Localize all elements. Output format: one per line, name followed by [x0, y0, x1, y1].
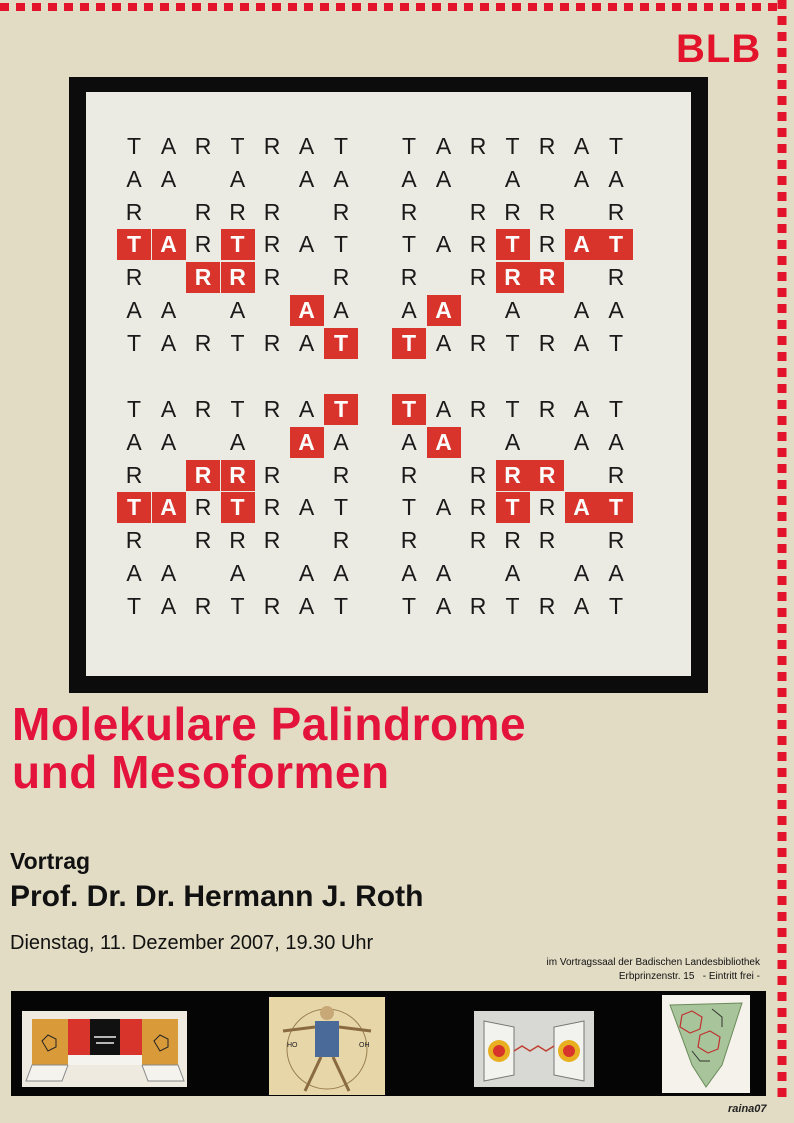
grid-letter: T — [333, 133, 349, 159]
grid-letter: R — [538, 329, 556, 356]
leaf-molecule-image — [662, 995, 750, 1093]
grid-letter: T — [505, 592, 520, 619]
grid-letter: R — [469, 592, 487, 619]
speaker-name: Prof. Dr. Dr. Hermann J. Roth — [10, 880, 424, 913]
mirror-panels-image — [474, 1011, 594, 1087]
grid-letter: A — [565, 492, 599, 523]
grid-letter: R — [538, 198, 556, 225]
grid-letter: A — [435, 494, 452, 521]
grid-letter: R — [263, 396, 281, 422]
grid-letter: R — [194, 198, 212, 225]
grid-letter: R — [332, 198, 350, 225]
grid-letter: A — [573, 560, 590, 586]
grid-letter: R — [607, 198, 625, 225]
grid-letter: A — [298, 133, 315, 159]
svg-text:HO: HO — [287, 1042, 298, 1049]
grid-letter: A — [435, 165, 452, 192]
grid-letter: A — [160, 428, 177, 455]
grid-letter: T — [505, 133, 520, 159]
grid-letter: T — [117, 229, 151, 260]
grid-letter: R — [332, 264, 350, 291]
vitruvian-figure-image — [269, 997, 385, 1095]
grid-letter: A — [160, 297, 177, 323]
grid-letter: T — [126, 329, 142, 356]
grid-letter: A — [401, 165, 417, 192]
grid-letter: R — [186, 460, 220, 491]
grid-letter: T — [505, 329, 520, 356]
grid-letter: A — [608, 297, 624, 323]
grid-letter: T — [333, 592, 349, 619]
grid-letter: R — [194, 231, 212, 258]
grid-letter: R — [194, 494, 212, 521]
grid-letter: R — [194, 592, 212, 619]
grid-letter: T — [608, 329, 624, 356]
grid-letter: R — [607, 264, 625, 291]
poster-title — [12, 700, 772, 796]
grid-letter: T — [401, 592, 417, 619]
grid-letter: A — [608, 165, 624, 192]
grid-letter: A — [229, 165, 246, 192]
grid-letter: A — [573, 428, 590, 455]
grid-letter: R — [332, 461, 350, 488]
grid-letter: R — [229, 198, 246, 225]
grid-letter: R — [263, 494, 281, 521]
grid-letter: R — [469, 133, 487, 159]
grid-letter: A — [435, 560, 452, 586]
grid-letter: A — [504, 428, 521, 455]
grid-letter: T — [608, 396, 624, 422]
grid-letter: A — [160, 396, 177, 422]
grid-letter: R — [504, 198, 521, 225]
grid-letter: R — [400, 527, 418, 554]
grid-letter: A — [565, 229, 599, 260]
grid-letter: R — [263, 264, 281, 291]
grid-letter: T — [392, 394, 426, 425]
grid-letter: A — [333, 165, 349, 192]
grid-letter: A — [160, 560, 177, 586]
grid-letter: A — [298, 560, 315, 586]
grid-letter: R — [125, 198, 143, 225]
grid-letter: A — [435, 396, 452, 422]
grid-letter: T — [496, 492, 530, 523]
grid-letter: T — [126, 592, 142, 619]
svg-text:OH: OH — [359, 1042, 370, 1049]
grid-letter: T — [401, 133, 417, 159]
grid-letter: R — [263, 198, 281, 225]
grid-letter: A — [160, 592, 177, 619]
grid-letter: R — [504, 527, 521, 554]
grid-letter: A — [427, 427, 461, 458]
grid-letter: A — [298, 396, 315, 422]
grid-letter: A — [126, 297, 142, 323]
grid-letter: R — [538, 592, 556, 619]
grid-letter: R — [194, 527, 212, 554]
molecule-mirror-image — [22, 1011, 187, 1087]
grid-letter: A — [435, 133, 452, 159]
grid-letter: A — [298, 592, 315, 619]
grid-letter: R — [469, 264, 487, 291]
grid-letter: R — [229, 527, 246, 554]
grid-letter: T — [599, 492, 633, 523]
grid-letter: A — [435, 231, 452, 258]
grid-letter: R — [530, 262, 564, 293]
grid-letter: A — [152, 492, 186, 523]
grid-letter: A — [573, 396, 590, 422]
grid-letter: R — [125, 264, 143, 291]
grid-letter: A — [401, 297, 417, 323]
grid-letter: A — [333, 560, 349, 586]
grid-letter: A — [401, 560, 417, 586]
grid-letter: T — [505, 396, 520, 422]
grid-letter: A — [401, 428, 417, 455]
venue-info — [547, 956, 760, 984]
grid-letter: R — [125, 461, 143, 488]
grid-letter: A — [333, 297, 349, 323]
grid-letter: R — [263, 592, 281, 619]
grid-letter: R — [530, 460, 564, 491]
grid-letter: R — [469, 198, 487, 225]
grid-letter: A — [435, 329, 452, 356]
grid-letter: R — [400, 264, 418, 291]
grid-letter: T — [333, 231, 349, 258]
grid-letter: T — [117, 492, 151, 523]
grid-letter: R — [400, 461, 418, 488]
grid-letter: A — [160, 165, 177, 192]
grid-letter: R — [263, 231, 281, 258]
grid-letter: T — [496, 229, 530, 260]
title-line-1: Molekulare Palindrome — [12, 698, 527, 750]
grid-letter: A — [160, 329, 177, 356]
grid-letter: T — [126, 133, 142, 159]
grid-letter: T — [324, 328, 358, 359]
grid-letter: A — [152, 229, 186, 260]
blb-logo: BLB — [676, 27, 762, 71]
grid-letter: A — [126, 560, 142, 586]
grid-letter: A — [229, 297, 246, 323]
grid-letter: R — [194, 396, 212, 422]
grid-letter: T — [401, 494, 417, 521]
grid-letter: R — [469, 527, 487, 554]
grid-letter: R — [194, 133, 212, 159]
grid-letter: A — [573, 297, 590, 323]
grid-letter: R — [194, 329, 212, 356]
grid-letter: T — [230, 592, 245, 619]
grid-letter: R — [469, 494, 487, 521]
grid-letter: R — [538, 231, 556, 258]
grid-letter: A — [573, 133, 590, 159]
grid-letter: T — [599, 229, 633, 260]
grid-letter: R — [607, 461, 625, 488]
grid-letter: A — [573, 329, 590, 356]
grid-letter: A — [298, 329, 315, 356]
grid-letter: R — [469, 396, 487, 422]
grid-letter: A — [504, 165, 521, 192]
dashed-border-top — [0, 0, 794, 14]
grid-letter: R — [263, 133, 281, 159]
grid-letter: T — [392, 328, 426, 359]
grid-letter: T — [608, 592, 624, 619]
venue-line-1: im Vortragssaal der Badischen Landesbibliothek — [546, 957, 760, 968]
grid-letter: T — [126, 396, 142, 422]
palindrome-puzzle — [86, 92, 691, 676]
grid-letter: R — [263, 461, 281, 488]
grid-letter: R — [221, 262, 255, 293]
grid-letter: T — [221, 492, 255, 523]
grid-letter: A — [298, 494, 315, 521]
grid-letter: A — [435, 592, 452, 619]
grid-letter: A — [298, 231, 315, 258]
grid-letter: A — [298, 165, 315, 192]
grid-letter: R — [538, 527, 556, 554]
grid-letter: R — [496, 262, 530, 293]
event-datetime: Dienstag, 11. Dezember 2007, 19.30 Uhr — [10, 932, 374, 954]
grid-letter: A — [160, 133, 177, 159]
grid-letter: R — [469, 461, 487, 488]
artist-signature: raina07 — [728, 1103, 767, 1115]
title-line-2: und Mesoformen — [12, 746, 390, 798]
image-strip — [11, 991, 766, 1096]
grid-letter: A — [608, 428, 624, 455]
grid-letter: R — [538, 494, 556, 521]
grid-letter: T — [221, 229, 255, 260]
grid-letter: R — [607, 527, 625, 554]
grid-letter: A — [504, 297, 521, 323]
grid-letter: A — [229, 428, 246, 455]
grid-letter: R — [221, 460, 255, 491]
grid-letter: T — [230, 133, 245, 159]
grid-letter: A — [333, 428, 349, 455]
grid-letter: R — [332, 527, 350, 554]
grid-letter: R — [186, 262, 220, 293]
grid-letter: R — [263, 329, 281, 356]
dashed-border-right — [775, 0, 789, 1100]
grid-letter: A — [427, 295, 461, 326]
grid-letter: T — [230, 396, 245, 422]
grid-letter: R — [469, 329, 487, 356]
venue-line-2: Erbprinzenstr. 15 - Eintritt frei - — [618, 971, 760, 982]
grid-letter: T — [324, 394, 358, 425]
grid-letter: A — [290, 295, 324, 326]
grid-letter: A — [229, 560, 246, 586]
grid-letter: A — [504, 560, 521, 586]
grid-letter: R — [263, 527, 281, 554]
grid-letter: T — [608, 133, 624, 159]
grid-letter: R — [496, 460, 530, 491]
grid-letter: T — [230, 329, 245, 356]
grid-letter: R — [538, 133, 556, 159]
grid-letter: A — [608, 560, 624, 586]
event-type: Vortrag — [10, 848, 91, 874]
grid-letter: A — [573, 165, 590, 192]
grid-letter: A — [126, 428, 142, 455]
grid-letter: R — [538, 396, 556, 422]
grid-letter: A — [126, 165, 142, 192]
grid-letter: T — [333, 494, 349, 521]
grid-letter: R — [400, 198, 418, 225]
grid-letter: R — [125, 527, 143, 554]
grid-letter: T — [401, 231, 417, 258]
grid-letter: A — [573, 592, 590, 619]
grid-letter: A — [290, 427, 324, 458]
grid-letter: R — [469, 231, 487, 258]
